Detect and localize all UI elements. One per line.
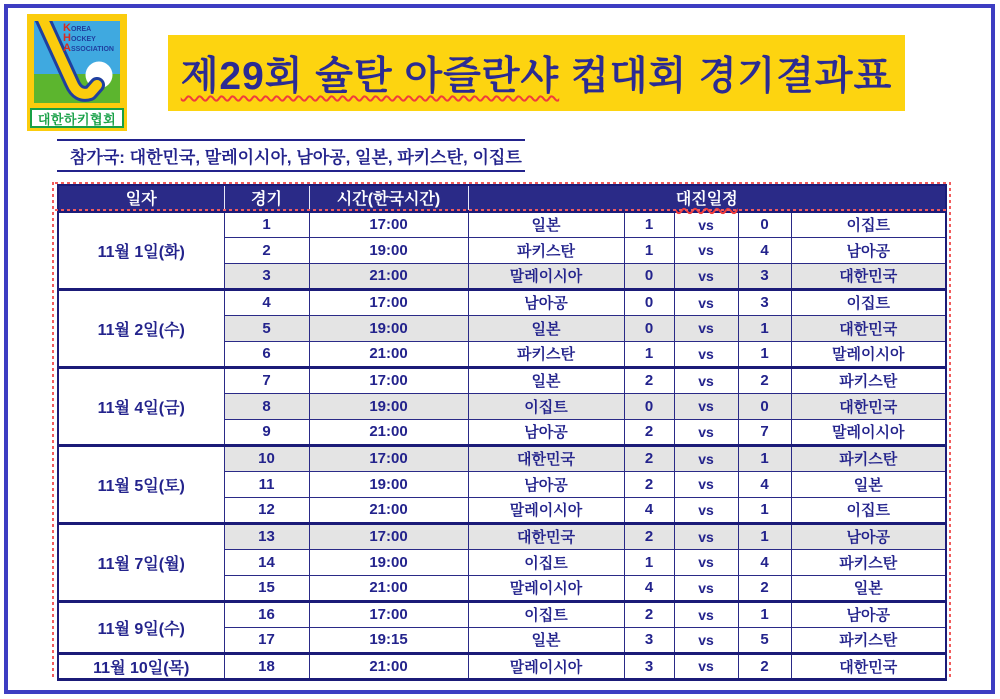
home-score: 1 [624,237,674,263]
vs-label: vs [674,341,738,367]
page-title [181,45,893,101]
away-score: 1 [738,523,791,549]
match-row [58,367,946,393]
header-schedule [468,185,946,211]
away-score: 1 [738,341,791,367]
match-time: 17:00 [309,289,468,315]
away-team: 남아공 [791,601,946,627]
away-team: 이집트 [791,497,946,523]
date-cell: 11월 5일(토) [58,445,224,523]
home-team: 이집트 [468,601,624,627]
home-score: 2 [624,419,674,445]
away-team: 이집트 [791,289,946,315]
match-row [58,523,946,549]
home-team: 일본 [468,627,624,653]
vs-label: vs [674,315,738,341]
match-row [58,445,946,471]
match-number: 13 [224,523,309,549]
page-title-rest: 컵대회 경기결과표 [559,55,893,98]
away-score: 0 [738,393,791,419]
match-time: 19:00 [309,237,468,263]
vs-label: vs [674,211,738,237]
org-name-english [63,24,114,54]
header-date: 일자 [58,185,224,211]
match-number: 9 [224,419,309,445]
away-score: 1 [738,497,791,523]
results-table [57,184,947,681]
home-score: 0 [624,315,674,341]
date-cell: 11월 10일(목) [58,653,224,679]
date-cell: 11월 2일(수) [58,289,224,367]
away-score: 4 [738,549,791,575]
boundary-marker-under-header [55,209,949,211]
match-row [58,211,946,237]
match-time: 19:00 [309,393,468,419]
vs-label: vs [674,289,738,315]
home-team: 말레이시아 [468,497,624,523]
home-team: 남아공 [468,419,624,445]
home-team: 말레이시아 [468,263,624,289]
match-time: 17:00 [309,523,468,549]
vs-label: vs [674,367,738,393]
match-time: 17:00 [309,601,468,627]
away-score: 2 [738,653,791,679]
org-name-korean-box [30,108,124,128]
vs-label: vs [674,575,738,601]
vs-label: vs [674,393,738,419]
match-time: 21:00 [309,341,468,367]
boundary-marker-right [949,182,951,680]
home-team: 남아공 [468,471,624,497]
away-team: 파키스탄 [791,549,946,575]
away-score: 0 [738,211,791,237]
home-team: 이집트 [468,393,624,419]
title-banner [168,35,905,111]
vs-label: vs [674,471,738,497]
away-team: 대한민국 [791,393,946,419]
home-score: 4 [624,497,674,523]
match-number: 17 [224,627,309,653]
match-time: 21:00 [309,497,468,523]
match-number: 14 [224,549,309,575]
match-time: 19:15 [309,627,468,653]
away-team: 일본 [791,471,946,497]
match-time: 21:00 [309,263,468,289]
vs-label: vs [674,497,738,523]
home-team: 이집트 [468,549,624,575]
home-team: 일본 [468,211,624,237]
home-score: 2 [624,471,674,497]
kha-logo [27,14,127,131]
match-number: 4 [224,289,309,315]
match-number: 12 [224,497,309,523]
home-score: 2 [624,367,674,393]
vs-label: vs [674,419,738,445]
match-number: 15 [224,575,309,601]
home-score: 0 [624,393,674,419]
match-number: 16 [224,601,309,627]
away-team: 말레이시아 [791,341,946,367]
home-score: 3 [624,653,674,679]
vs-label: vs [674,653,738,679]
away-score: 5 [738,627,791,653]
participants-line [57,139,525,172]
home-score: 0 [624,289,674,315]
home-score: 2 [624,601,674,627]
away-score: 1 [738,601,791,627]
match-time: 21:00 [309,653,468,679]
home-team: 일본 [468,315,624,341]
date-cell: 11월 1일(화) [58,211,224,289]
away-team: 대한민국 [791,653,946,679]
home-team: 대한민국 [468,445,624,471]
away-score: 2 [738,367,791,393]
home-score: 4 [624,575,674,601]
away-score: 3 [738,263,791,289]
away-team: 파키스탄 [791,627,946,653]
home-team: 말레이시아 [468,575,624,601]
match-number: 8 [224,393,309,419]
match-number: 3 [224,263,309,289]
match-number: 18 [224,653,309,679]
match-time: 17:00 [309,211,468,237]
match-time: 19:00 [309,549,468,575]
match-time: 19:00 [309,315,468,341]
away-team: 이집트 [791,211,946,237]
match-number: 2 [224,237,309,263]
match-number: 5 [224,315,309,341]
home-team: 파키스탄 [468,237,624,263]
match-number: 11 [224,471,309,497]
home-score: 2 [624,445,674,471]
org-line-korea: KOREA [63,22,92,34]
away-team: 대한민국 [791,315,946,341]
participants-text: 참가국: 대한민국, 말레이시아, 남아공, 일본, 파키스탄, 이집트 [70,148,522,167]
away-team: 남아공 [791,523,946,549]
home-score: 1 [624,549,674,575]
away-team: 파키스탄 [791,445,946,471]
vs-label: vs [674,627,738,653]
page-title-spellcheck-part: 제29회 슐탄 아즐란샤 [180,55,560,98]
org-line-association: ASSOCIATION [63,42,114,54]
match-number: 10 [224,445,309,471]
org-name-korean: 대한하키협회 [37,111,117,127]
match-number: 6 [224,341,309,367]
header-match: 경기 [224,185,309,211]
away-score: 7 [738,419,791,445]
away-score: 2 [738,575,791,601]
kha-logo-emblem [34,21,120,103]
match-time: 19:00 [309,471,468,497]
vs-label: vs [674,549,738,575]
match-row [58,653,946,679]
match-time: 21:00 [309,575,468,601]
away-team: 남아공 [791,237,946,263]
away-team: 대한민국 [791,263,946,289]
home-score: 3 [624,627,674,653]
vs-label: vs [674,601,738,627]
match-row [58,289,946,315]
match-time: 17:00 [309,367,468,393]
home-team: 대한민국 [468,523,624,549]
vs-label: vs [674,263,738,289]
away-team: 말레이시아 [791,419,946,445]
home-team: 일본 [468,367,624,393]
away-score: 4 [738,237,791,263]
boundary-marker-top [55,182,949,184]
home-team: 남아공 [468,289,624,315]
away-team: 일본 [791,575,946,601]
match-time: 21:00 [309,419,468,445]
vs-label: vs [674,237,738,263]
away-score: 1 [738,445,791,471]
home-score: 0 [624,263,674,289]
match-row [58,601,946,627]
date-cell: 11월 4일(금) [58,367,224,445]
home-score: 2 [624,523,674,549]
date-cell: 11월 9일(수) [58,601,224,653]
home-score: 1 [624,341,674,367]
header-time: 시간(한국시간) [309,185,468,211]
away-score: 3 [738,289,791,315]
results-tbody [58,211,946,679]
org-line-hockey: HOCKEY [63,32,96,44]
away-score: 1 [738,315,791,341]
match-number: 7 [224,367,309,393]
match-number: 1 [224,211,309,237]
match-time: 17:00 [309,445,468,471]
table-header-row [58,185,946,211]
header-schedule-text: 대진일정 [675,191,738,209]
away-score: 4 [738,471,791,497]
home-team: 파키스탄 [468,341,624,367]
boundary-marker-left [52,182,54,680]
date-cell: 11월 7일(월) [58,523,224,601]
home-score: 1 [624,211,674,237]
away-team: 파키스탄 [791,367,946,393]
vs-label: vs [674,445,738,471]
home-team: 말레이시아 [468,653,624,679]
vs-label: vs [674,523,738,549]
